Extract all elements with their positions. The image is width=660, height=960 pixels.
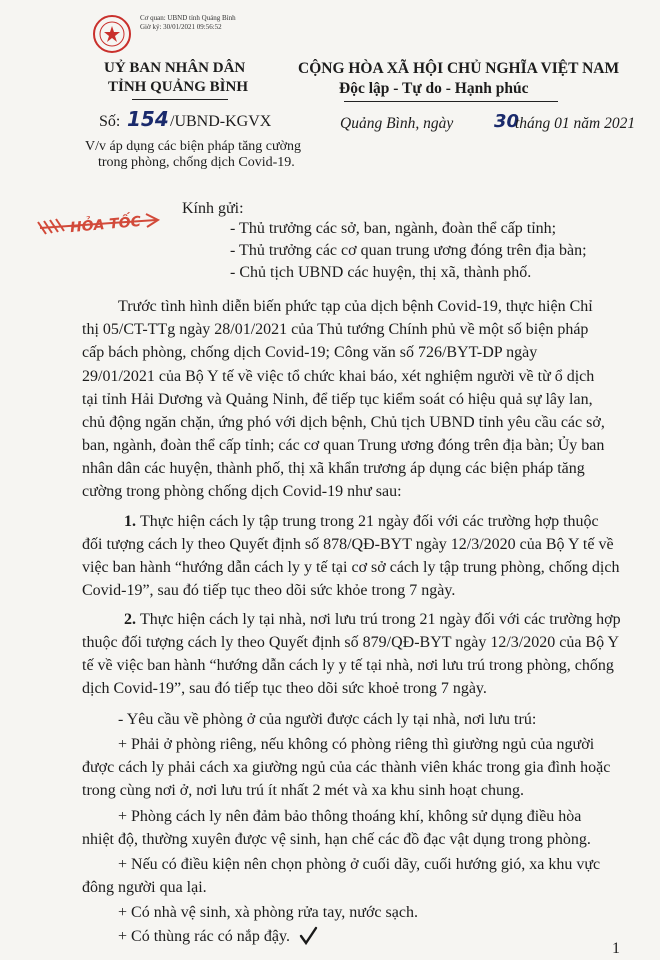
signature-time: Giờ ký: 30/01/2021 09:56:52 — [140, 23, 222, 31]
signature-agency: Cơ quan: UBND tỉnh Quảng Bình — [140, 14, 236, 22]
item-number: 1. — [124, 513, 136, 530]
intro-line: Trước tình hình diễn biến phức tạp của dịch bệnh Covid-19, thực hiện Chỉ — [118, 298, 593, 315]
item2-line: tế về việc ban hành “hướng dẫn cách ly y tế tại nhà, nơi lưu trú trong phòng, chống — [82, 657, 614, 674]
item1-line: việc ban hành “hướng dẫn cách ly y tế tại cơ sở cách ly tập trung phòng, chống dịch — [82, 559, 620, 576]
item1-line: Thực hiện cách ly tập trung trong 21 ngày đối với các trường hợp thuộc — [140, 513, 599, 530]
intro-line: chủ động ngăn chặn, ứng phó với dịch bệnh, Chủ tịch UBND tỉnh yêu cầu các sở, — [82, 414, 605, 431]
intro-line: nhân dân các huyện, thành phố, thị xã khẩn trương áp dụng các biện pháp tăng — [82, 460, 585, 477]
agency-name-line1: UỶ BAN NHÂN DÂN — [104, 60, 246, 76]
doc-number-handwritten: 154 — [127, 107, 169, 131]
requirement-line: + Có nhà vệ sinh, xà phòng rửa tay, nước sạch. — [118, 904, 418, 921]
intro-line: cấp bách phòng, chống dịch Covid-19; Công văn số 726/BYT-DP ngày — [82, 344, 538, 361]
checkmark-icon — [298, 926, 318, 946]
government-seal-icon — [92, 14, 132, 54]
requirement-line: + Phải ở phòng riêng, nếu không có phòng riêng thì giường ngủ của người — [118, 736, 595, 753]
nation-motto: Độc lập - Tự do - Hạnh phúc — [339, 80, 529, 97]
nation-title: CỘNG HÒA XÃ HỘI CHỦ NGHĨA VIỆT NAM — [298, 60, 620, 77]
motto-underline — [344, 101, 558, 102]
intro-line: ban, ngành, đoàn thể cấp tỉnh; các cơ quan Trung ương đóng trên địa bàn; Ủy ban — [82, 437, 605, 454]
requirement-line: + Nếu có điều kiện nên chọn phòng ở cuối dãy, cuối hướng gió, xa khu vực — [118, 856, 601, 873]
requirement-line: được cách ly phải cách xa giường ngủ của các thành viên khác trong gia đình hoặc — [82, 759, 611, 776]
doc-number-code: /UBND-KGVX — [170, 113, 272, 130]
item1-line: đối tượng cách ly theo Quyết định số 878/QĐ-BYT ngày 12/3/2020 của Bộ Y tế về — [82, 536, 614, 553]
requirement-line: nhiệt độ, thường xuyên được vệ sinh, hạn chế các đồ đạc vật dụng trong phòng. — [82, 831, 591, 848]
requirement-line: + Có thùng rác có nắp đậy. — [118, 928, 290, 945]
subject-line1: V/v áp dụng các biện pháp tăng cường — [85, 139, 301, 154]
recipient-item: - Chủ tịch UBND các huyện, thị xã, thành phố. — [230, 264, 532, 281]
item1-line: Covid-19”, sau đó tiếp tục theo dõi sức khỏe trong 7 ngày. — [82, 582, 456, 599]
urgent-stamp-text: HỎA TỐC — [69, 213, 142, 237]
subject-line2: trong phòng, chống dịch Covid-19. — [98, 155, 295, 170]
intro-line: 29/01/2021 của Bộ Y tế về việc tổ chức khai báo, xét nghiệm người về từ ổ dịch — [82, 368, 595, 385]
digital-signature-info — [140, 14, 236, 32]
date-month-year: tháng 01 năm 2021 — [515, 115, 636, 132]
doc-number-label: Số: — [99, 113, 121, 130]
intro-line: cường trong phòng chống dịch Covid-19 như sau: — [82, 483, 402, 500]
recipient-item: - Thủ trưởng các cơ quan trung ương đóng trên địa bàn; — [230, 242, 587, 259]
item-number: 2. — [124, 611, 136, 628]
date-place: Quảng Bình, ngày — [340, 115, 454, 132]
recipient-item: - Thủ trưởng các sở, ban, ngành, đoàn thể cấp tỉnh; — [230, 220, 557, 237]
agency-underline — [132, 99, 228, 100]
requirements-heading: - Yêu cầu về phòng ở của người được cách ly tại nhà, nơi lưu trú: — [118, 711, 537, 728]
requirement-line: + Phòng cách ly nên đảm bảo thông thoáng khí, không sử dụng điều hòa — [118, 808, 582, 825]
page-number: 1 — [612, 940, 620, 957]
intro-line: tại tỉnh Hải Dương và Quảng Ninh, để tiếp tục kiểm soát có hiệu quả sự lây lan, — [82, 391, 593, 408]
date-day-handwritten: 30 — [494, 111, 520, 132]
greeting: Kính gửi: — [182, 200, 244, 217]
item2-line: dịch Covid-19”, sau đó tiếp tục theo dõi sức khoẻ trong 7 ngày. — [82, 680, 487, 697]
item2-line: thuộc đối tượng cách ly theo Quyết định số 879/QĐ-BYT ngày 12/3/2020 của Bộ Y — [82, 634, 620, 651]
requirement-line: trong cùng nơi ở, nơi lưu trú ít nhất 2 mét và xa khu sinh hoạt chung. — [82, 782, 524, 799]
item2-line: Thực hiện cách ly tại nhà, nơi lưu trú trong 21 ngày đối với các trường hợp — [140, 611, 621, 628]
agency-name-line2: TỈNH QUẢNG BÌNH — [108, 79, 249, 95]
requirement-line: đông người qua lại. — [82, 879, 207, 896]
intro-line: thị 05/CT-TTg ngày 28/01/2021 của Thủ tướng Chính phủ về một số biện pháp — [82, 321, 589, 338]
